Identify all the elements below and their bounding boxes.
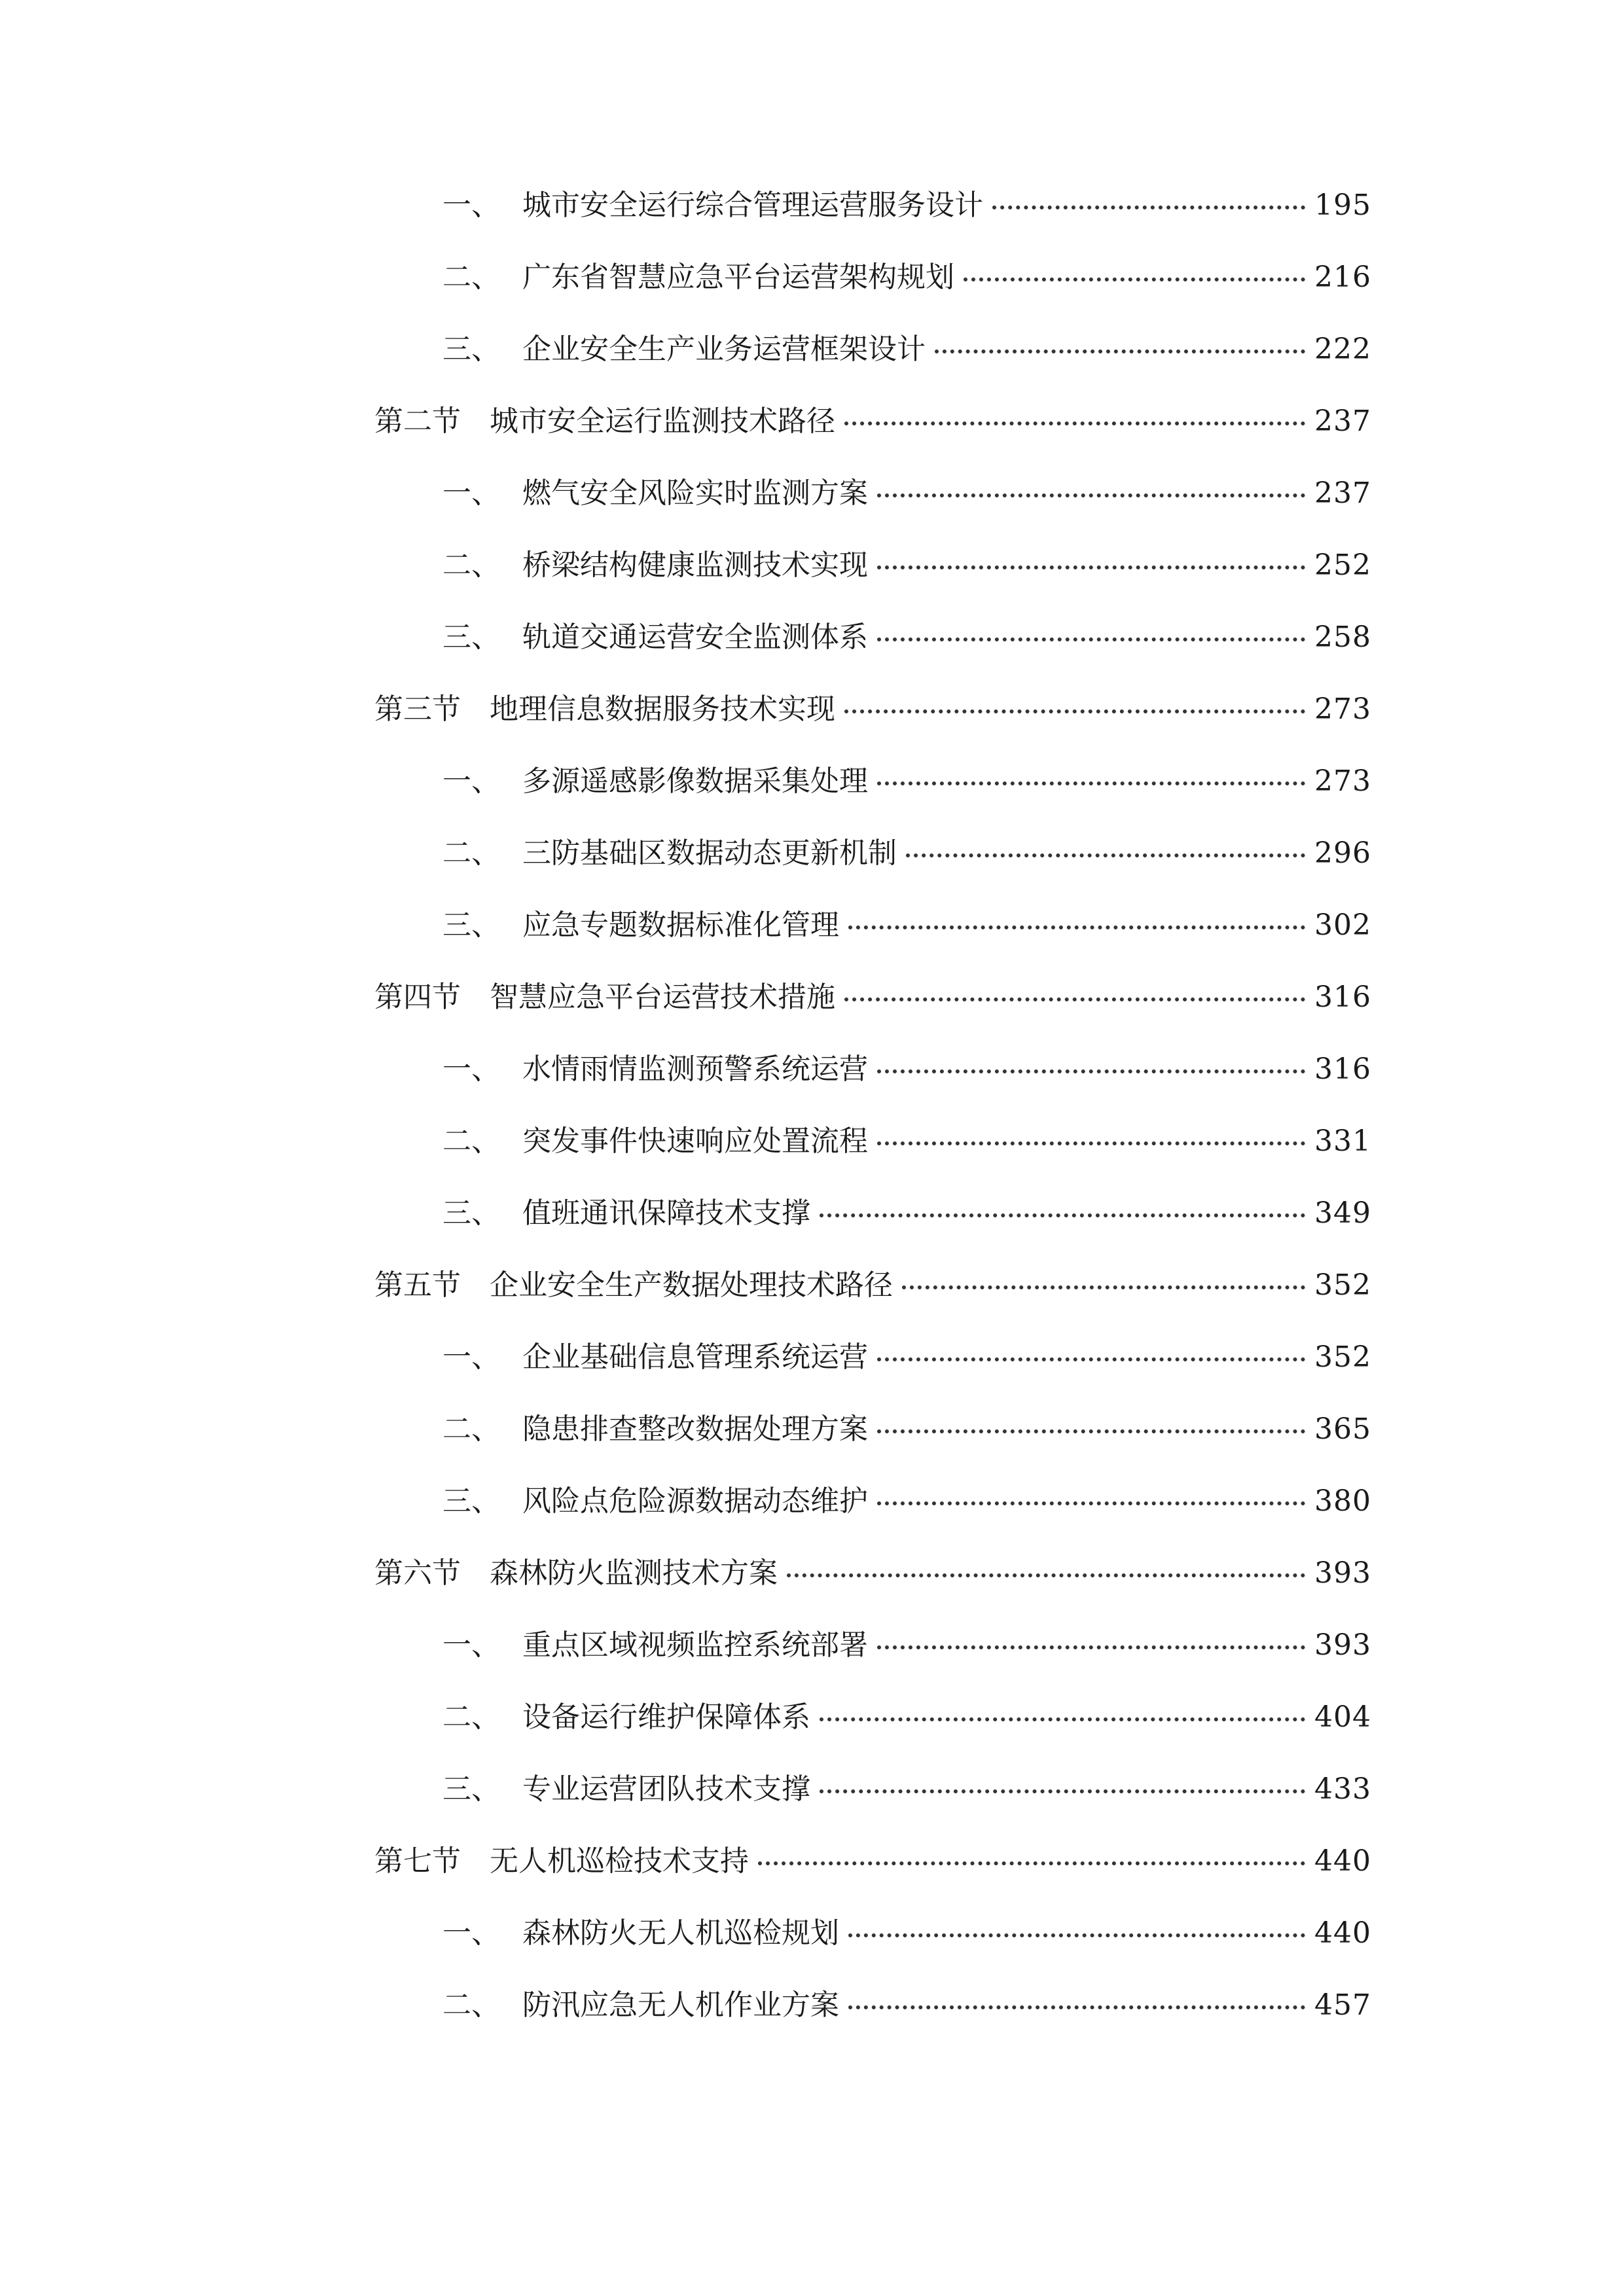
- dot-leader: [902, 1285, 1305, 1289]
- dot-leader: [877, 637, 1305, 641]
- toc-entry-number: 二、: [442, 836, 500, 870]
- toc-entry-title: 森林防火无人机巡检规划: [522, 1916, 839, 1950]
- dot-leader: [992, 206, 1305, 209]
- toc-entry-number: 三、: [442, 1772, 500, 1806]
- toc-subsection-entry[interactable]: [374, 1988, 1369, 2060]
- toc-entry-title: 智慧应急平台运营技术措施: [490, 980, 835, 1014]
- toc-entry-page-number: 352: [1314, 1268, 1371, 1302]
- toc-entry-title: 多源遥感影像数据采集处理: [522, 764, 868, 798]
- toc-entry-page-number: 349: [1314, 1196, 1371, 1230]
- dot-leader: [787, 1573, 1305, 1577]
- toc-entry-page-number: 352: [1314, 1340, 1371, 1374]
- toc-section-entry[interactable]: [374, 404, 1369, 476]
- toc-subsection-entry[interactable]: [374, 1700, 1369, 1772]
- toc-entry-number: 一、: [442, 1340, 500, 1374]
- dot-leader: [877, 1501, 1305, 1505]
- toc-entry-title: 森林防火监测技术方案: [490, 1556, 778, 1590]
- toc-entry-title: 防汛应急无人机作业方案: [522, 1988, 839, 2022]
- dot-leader: [935, 350, 1305, 353]
- toc-entry-title: 城市安全运行监测技术路径: [490, 404, 835, 438]
- toc-entry-number: 一、: [442, 1628, 500, 1662]
- dot-leader: [877, 1141, 1305, 1145]
- dot-leader: [877, 1069, 1305, 1073]
- toc-entry-title: 企业安全生产数据处理技术路径: [490, 1268, 893, 1302]
- toc-entry-page-number: 222: [1314, 332, 1371, 366]
- toc-entry-number: 二、: [442, 260, 500, 294]
- dot-leader: [877, 781, 1305, 785]
- toc-entry-title: 广东省智慧应急平台运营架构规划: [522, 260, 954, 294]
- dot-leader: [820, 1213, 1305, 1217]
- toc-entry-page-number: 296: [1314, 836, 1371, 870]
- dot-leader: [877, 1645, 1305, 1649]
- table-of-contents: [374, 188, 1369, 2060]
- toc-entry-page-number: 302: [1314, 908, 1371, 942]
- toc-section-entry[interactable]: [374, 1556, 1369, 1628]
- toc-section-entry[interactable]: [374, 980, 1369, 1052]
- toc-entry-page-number: 365: [1314, 1412, 1371, 1446]
- toc-entry-title: 专业运营团队技术支撑: [522, 1772, 810, 1806]
- toc-subsection-entry[interactable]: [374, 620, 1369, 692]
- dot-leader: [877, 1429, 1305, 1433]
- toc-entry-page-number: 393: [1314, 1628, 1371, 1662]
- dot-leader: [844, 709, 1305, 713]
- toc-entry-title: 燃气安全风险实时监测方案: [522, 476, 868, 510]
- dot-leader: [758, 1861, 1305, 1865]
- toc-entry-page-number: 195: [1314, 188, 1371, 222]
- toc-entry-number: 一、: [442, 764, 500, 798]
- toc-subsection-entry[interactable]: [374, 1772, 1369, 1844]
- toc-entry-title: 城市安全运行综合管理运营服务设计: [522, 188, 983, 222]
- toc-subsection-entry[interactable]: [374, 1916, 1369, 1988]
- dot-leader: [844, 997, 1305, 1001]
- toc-entry-page-number: 393: [1314, 1556, 1371, 1590]
- toc-entry-number: 一、: [442, 188, 500, 222]
- toc-entry-title: 重点区域视频监控系统部署: [522, 1628, 868, 1662]
- toc-subsection-entry[interactable]: [374, 1196, 1369, 1268]
- dot-leader: [877, 493, 1305, 497]
- toc-entry-number: 二、: [442, 1988, 500, 2022]
- toc-subsection-entry[interactable]: [374, 764, 1369, 836]
- dot-leader: [820, 1789, 1305, 1793]
- toc-entry-number: 第五节: [374, 1268, 461, 1302]
- toc-subsection-entry[interactable]: [374, 188, 1369, 260]
- toc-subsection-entry[interactable]: [374, 548, 1369, 620]
- toc-section-entry[interactable]: [374, 692, 1369, 764]
- toc-entry-title: 地理信息数据服务技术实现: [490, 692, 835, 726]
- toc-entry-title: 值班通讯保障技术支撑: [522, 1196, 810, 1230]
- dot-leader: [844, 422, 1305, 425]
- toc-entry-number: 第四节: [374, 980, 461, 1014]
- dot-leader: [820, 1717, 1305, 1721]
- toc-entry-title: 企业基础信息管理系统运营: [522, 1340, 868, 1374]
- toc-entry-page-number: 273: [1314, 692, 1371, 726]
- toc-entry-page-number: 258: [1314, 620, 1371, 654]
- toc-entry-page-number: 440: [1314, 1916, 1371, 1950]
- toc-section-entry[interactable]: [374, 1844, 1369, 1916]
- toc-entry-page-number: 316: [1314, 980, 1371, 1014]
- dot-leader: [906, 853, 1305, 857]
- dot-leader: [848, 2005, 1305, 2009]
- toc-subsection-entry[interactable]: [374, 908, 1369, 980]
- toc-entry-title: 设备运行维护保障体系: [522, 1700, 810, 1734]
- toc-entry-number: 二、: [442, 1412, 500, 1446]
- toc-entry-page-number: 316: [1314, 1052, 1371, 1086]
- toc-subsection-entry[interactable]: [374, 1124, 1369, 1196]
- dot-leader: [848, 1933, 1305, 1937]
- toc-entry-page-number: 216: [1314, 260, 1371, 294]
- toc-entry-number: 二、: [442, 1700, 500, 1734]
- toc-entry-title: 水情雨情监测预警系统运营: [522, 1052, 868, 1086]
- dot-leader: [877, 565, 1305, 569]
- toc-entry-title: 三防基础区数据动态更新机制: [522, 836, 897, 870]
- toc-entry-number: 三、: [442, 1484, 500, 1518]
- toc-entry-title: 应急专题数据标准化管理: [522, 908, 839, 942]
- toc-entry-number: 第三节: [374, 692, 461, 726]
- toc-entry-title: 突发事件快速响应处置流程: [522, 1124, 868, 1158]
- toc-entry-number: 二、: [442, 1124, 500, 1158]
- dot-leader: [877, 1357, 1305, 1361]
- toc-entry-title: 隐患排查整改数据处理方案: [522, 1412, 868, 1446]
- toc-entry-title: 桥梁结构健康监测技术实现: [522, 548, 868, 582]
- toc-subsection-entry[interactable]: [374, 836, 1369, 908]
- dot-leader: [848, 925, 1305, 929]
- toc-entry-number: 二、: [442, 548, 500, 582]
- toc-entry-page-number: 404: [1314, 1700, 1371, 1734]
- toc-entry-number: 一、: [442, 1916, 500, 1950]
- toc-entry-title: 轨道交通运营安全监测体系: [522, 620, 868, 654]
- toc-subsection-entry[interactable]: [374, 1484, 1369, 1556]
- toc-entry-page-number: 237: [1314, 404, 1371, 438]
- toc-entry-number: 一、: [442, 1052, 500, 1086]
- toc-entry-number: 三、: [442, 620, 500, 654]
- toc-subsection-entry[interactable]: [374, 1052, 1369, 1124]
- toc-entry-number: 第二节: [374, 404, 461, 438]
- toc-entry-number: 三、: [442, 1196, 500, 1230]
- toc-entry-page-number: 237: [1314, 476, 1371, 510]
- toc-entry-page-number: 433: [1314, 1772, 1371, 1806]
- toc-entry-number: 第六节: [374, 1556, 461, 1590]
- toc-section-entry[interactable]: [374, 1268, 1369, 1340]
- toc-entry-page-number: 380: [1314, 1484, 1371, 1518]
- toc-entry-number: 三、: [442, 908, 500, 942]
- dot-leader: [964, 278, 1305, 281]
- toc-entry-page-number: 440: [1314, 1844, 1371, 1878]
- toc-entry-number: 一、: [442, 476, 500, 510]
- toc-entry-number: 三、: [442, 332, 500, 366]
- toc-subsection-entry[interactable]: [374, 1412, 1369, 1484]
- toc-subsection-entry[interactable]: [374, 476, 1369, 548]
- toc-entry-page-number: 457: [1314, 1988, 1371, 2022]
- toc-entry-page-number: 273: [1314, 764, 1371, 798]
- toc-entry-title: 企业安全生产业务运营框架设计: [522, 332, 926, 366]
- toc-subsection-entry[interactable]: [374, 1628, 1369, 1700]
- toc-subsection-entry[interactable]: [374, 1340, 1369, 1412]
- toc-entry-title: 风险点危险源数据动态维护: [522, 1484, 868, 1518]
- toc-entry-page-number: 331: [1314, 1124, 1371, 1158]
- toc-subsection-entry[interactable]: [374, 332, 1369, 404]
- toc-subsection-entry[interactable]: [374, 260, 1369, 332]
- toc-entry-number: 第七节: [374, 1844, 461, 1878]
- toc-entry-title: 无人机巡检技术支持: [490, 1844, 749, 1878]
- toc-entry-page-number: 252: [1314, 548, 1371, 582]
